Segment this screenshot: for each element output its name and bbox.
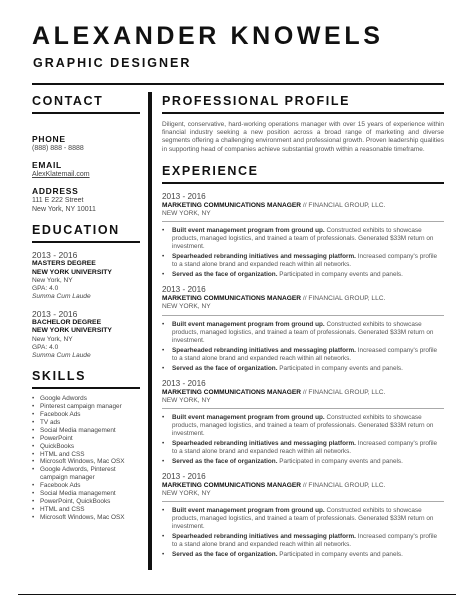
job-entry bbox=[162, 192, 444, 279]
job-bullets bbox=[162, 321, 444, 373]
job-title-line bbox=[162, 482, 444, 490]
job-entry bbox=[162, 472, 444, 559]
education-heading: EDUCATION bbox=[32, 223, 140, 243]
job-title: MARKETING COMMUNICATIONS MANAGER bbox=[162, 388, 302, 396]
column-divider bbox=[148, 92, 152, 570]
job-title: MARKETING COMMUNICATIONS MANAGER bbox=[162, 295, 302, 303]
education-gpa: GPA: 4.0 bbox=[32, 343, 59, 351]
skill-item: • Social Media management bbox=[32, 490, 116, 498]
education-honors: Summa Cum Laude bbox=[32, 293, 91, 301]
job-company: // FINANCIAL GROUP, LLC. bbox=[301, 295, 386, 303]
education-school: NEW YORK UNIVERSITY bbox=[32, 268, 112, 276]
address-line-1: 111 E 222 Street bbox=[32, 197, 84, 204]
job-bullet: • Spearheaded rebranding initiatives and messaging platform. Increased company's profile to a stand alone brand and expanded reach within all networks. bbox=[162, 533, 438, 549]
job-title-line bbox=[162, 389, 444, 397]
skill-item: • Google Adwords bbox=[32, 395, 87, 403]
skill-item: • Social Media management bbox=[32, 426, 116, 434]
address-line-2: New York, NY 10011 bbox=[32, 206, 96, 213]
education-dates: 2013 - 2016 bbox=[32, 308, 78, 319]
job-bullet: • Built event management program from ground up. Constructed exhibits to showcase products, managed logistics, and trained a team of professionals. Generated $33M return on investment. bbox=[162, 227, 434, 251]
job-bullet: • Built event management program from ground up. Constructed exhibits to showcase products, managed logistics, and trained a team of professionals. Generated $33M return on investment. bbox=[162, 320, 434, 344]
job-bullet: • Built event management program from ground up. Constructed exhibits to showcase products, managed logistics, and trained a team of professionals. Generated $33M return on investment. bbox=[162, 507, 434, 531]
job-bullet: • Spearheaded rebranding initiatives and messaging platform. Increased company's profile to a stand alone brand and expanded reach within all networks. bbox=[162, 440, 438, 456]
phone-block bbox=[32, 134, 140, 153]
job-separator bbox=[162, 221, 444, 222]
job-bullet: • Served as the face of organization. Participated in company events and panels. bbox=[162, 271, 403, 279]
right-column bbox=[162, 94, 444, 561]
job-bullet: • Spearheaded rebranding initiatives and messaging platform. Increased company's profile to a stand alone brand and expanded reach within all networks. bbox=[162, 253, 438, 269]
job-title: MARKETING COMMUNICATIONS MANAGER bbox=[162, 201, 302, 209]
address-block bbox=[32, 186, 140, 214]
job-dates: 2013 - 2016 bbox=[162, 191, 206, 201]
job-separator bbox=[162, 408, 444, 409]
footer-divider bbox=[18, 594, 456, 595]
job-title-line bbox=[162, 202, 444, 210]
phone-label: PHONE bbox=[32, 134, 66, 144]
education-item bbox=[32, 309, 140, 361]
candidate-name: ALEXANDER KNOWELS bbox=[32, 22, 384, 50]
skill-item: • Facebook Ads bbox=[32, 411, 81, 419]
job-bullet: • Served as the face of organization. Participated in company events and panels. bbox=[162, 364, 403, 372]
job-separator bbox=[162, 501, 444, 502]
job-entry bbox=[162, 379, 444, 466]
job-bullet: • Served as the face of organization. Participated in company events and panels. bbox=[162, 551, 403, 559]
job-title-line bbox=[162, 295, 444, 303]
skill-item: • PowerPoint bbox=[32, 434, 73, 442]
profile-heading: PROFESSIONAL PROFILE bbox=[162, 94, 444, 114]
job-bullet: • Built event management program from ground up. Constructed exhibits to showcase products, managed logistics, and trained a team of professionals. Generated $33M return on investment. bbox=[162, 414, 434, 438]
job-location: NEW YORK, NY bbox=[162, 396, 211, 404]
job-bullets bbox=[162, 507, 444, 559]
job-location: NEW YORK, NY bbox=[162, 303, 211, 311]
skill-item: • Microsoft Windows, Mac OSX bbox=[32, 513, 125, 521]
job-company: // FINANCIAL GROUP, LLC. bbox=[301, 388, 386, 396]
phone-value: (888) 888 - 8888 bbox=[32, 145, 84, 152]
job-bullets bbox=[162, 414, 444, 466]
job-bullet: • Spearheaded rebranding initiatives and messaging platform. Increased company's profile to a stand alone brand and expanded reach within all networks. bbox=[162, 346, 438, 362]
skill-item: • TV ads bbox=[32, 418, 61, 426]
education-location: New York, NY bbox=[32, 335, 73, 343]
skill-item: • Microsoft Windows, Mac OSX bbox=[32, 458, 125, 466]
education-dates: 2013 - 2016 bbox=[32, 250, 78, 260]
job-bullet: • Served as the face of organization. Participated in company events and panels. bbox=[162, 458, 403, 466]
job-bullets bbox=[162, 227, 444, 279]
job-company: // FINANCIAL GROUP, LLC. bbox=[301, 482, 386, 490]
job-location: NEW YORK, NY bbox=[162, 210, 211, 218]
education-item bbox=[32, 250, 140, 302]
email-link[interactable]: AlexKlatemail.com bbox=[32, 171, 90, 178]
experience-heading: EXPERIENCE bbox=[162, 164, 444, 184]
education-location: New York, NY bbox=[32, 277, 73, 284]
job-dates: 2013 - 2016 bbox=[162, 285, 206, 295]
job-dates: 2013 - 2016 bbox=[162, 472, 206, 482]
email-block bbox=[32, 160, 140, 179]
contact-heading: CONTACT bbox=[32, 94, 140, 114]
profile-text: Diligent, conservative, hard-working operations manager with over 15 years of experience within financial industry seeking a new position across a broad range of marketing and diverse segments offering a challenging environment and professional growth. Proven leadership qualities in supporting head of companies achieve substantial growth within a reasonable timeframe. bbox=[162, 121, 444, 153]
job-company: // FINANCIAL GROUP, LLC. bbox=[301, 201, 386, 209]
address-label: ADDRESS bbox=[32, 186, 79, 196]
education-honors: Summa Cum Laude bbox=[32, 352, 91, 360]
job-entry bbox=[162, 285, 444, 372]
skill-item: • Google Adwords, Pinterest campaign manager bbox=[32, 466, 116, 482]
education-school: NEW YORK UNIVERSITY bbox=[32, 327, 112, 335]
header-divider bbox=[32, 83, 444, 85]
skill-item: • QuickBooks bbox=[32, 442, 75, 450]
education-degree: MASTERS DEGREE bbox=[32, 260, 96, 267]
email-label: EMAIL bbox=[32, 160, 62, 170]
left-column bbox=[32, 94, 140, 522]
job-title: MARKETING COMMUNICATIONS MANAGER bbox=[162, 482, 302, 490]
job-separator bbox=[162, 315, 444, 316]
job-dates: 2013 - 2016 bbox=[162, 378, 206, 388]
education-degree: BACHELOR DEGREE bbox=[32, 318, 102, 326]
skill-item: • HTML and CSS bbox=[32, 505, 85, 513]
skills-list bbox=[32, 395, 140, 522]
job-location: NEW YORK, NY bbox=[162, 490, 211, 498]
skill-item: • Facebook Ads bbox=[32, 482, 81, 490]
candidate-role: GRAPHIC DESIGNER bbox=[33, 56, 192, 70]
skill-item: • Pinterest campaign manager bbox=[32, 403, 122, 411]
skill-item: • HTML and CSS bbox=[32, 450, 85, 458]
skills-heading: SKILLS bbox=[32, 369, 140, 389]
skill-item: • PowerPoint, QuickBooks bbox=[32, 498, 111, 505]
education-gpa: GPA: 4.0 bbox=[32, 285, 59, 293]
